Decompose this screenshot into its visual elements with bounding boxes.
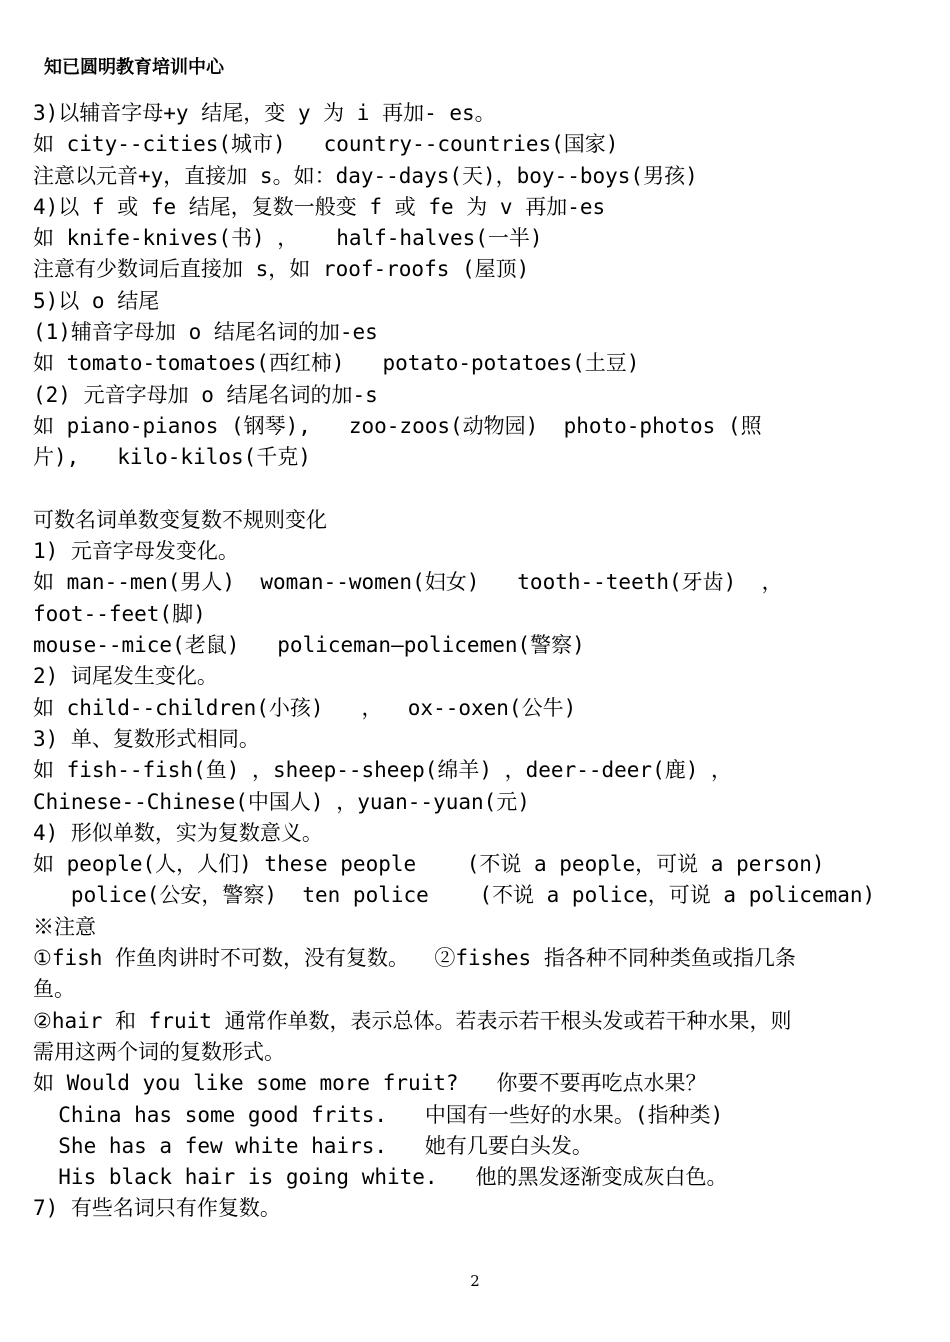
text-line: 注意有少数词后直接加 s，如 roof-roofs (屋顶): [33, 257, 530, 282]
text-line: 如 man--men(男人) woman--women(妇女) tooth--teeth(牙齿) ，: [33, 570, 783, 595]
document-body: [33, 98, 933, 1225]
text-line: ②hair 和 fruit 通常作单数，表示总体。若表示若干根头发或若干种水果，则: [33, 1008, 792, 1033]
text-line: 如 piano-pianos (钢琴), zoo-zoos(动物园) photo-photos (照: [33, 413, 762, 438]
page-header: 知已圆明教育培训中心: [44, 57, 224, 78]
text-line: police(公安，警察) ten police (不说 a police，可说 a policeman): [33, 883, 876, 908]
text-line: 4) 形似单数，实为复数意义。: [33, 820, 323, 845]
text-line: 如 fish--fish(鱼) ，sheep--sheep(绵羊) ，deer--deer(鹿) ，: [33, 758, 733, 783]
text-line: 2) 词尾发生变化。: [33, 664, 218, 689]
text-line: (1)辅音字母加 o 结尾名词的加-es: [33, 320, 378, 345]
text-line: 可数名词单数变复数不规则变化: [33, 507, 327, 532]
text-line: She has a few white hairs. 她有几要白头发。: [33, 1133, 593, 1158]
text-line: 3)以辅音字母+y 结尾，变 y 为 i 再加- es。: [33, 101, 496, 125]
text-line: (2) 元音字母加 o 结尾名词的加-s: [33, 382, 378, 407]
text-line: 如 city--cities(城市) country--countries(国家): [33, 132, 619, 157]
text-line: 如 people(人，人们) these people (不说 a people，可说 a person): [33, 852, 825, 877]
text-line: 需用这两个词的复数形式。: [33, 1039, 285, 1064]
text-line: China has some good frits. 中国有一些好的水果。(指种类): [33, 1102, 724, 1127]
text-line: 4)以 f 或 fe 结尾，复数一般变 f 或 fe 为 v 再加-es: [33, 194, 606, 219]
text-line: 3) 单、复数形式相同。: [33, 726, 260, 751]
text-line: 鱼。: [33, 977, 75, 1002]
text-line: ※注意: [33, 914, 96, 939]
text-line: 7) 有些名词只有作复数。: [33, 1196, 281, 1221]
text-line: mouse--mice(老鼠) policeman—policemen(警察): [33, 633, 585, 658]
text-line: 注意以元音+y，直接加 s。如：day--days(天)，boy--boys(男孩): [33, 163, 698, 188]
page-number: 2: [470, 1272, 480, 1290]
text-line: 如 Would you like some more fruit? 你要不要再吃点水果？: [33, 1071, 707, 1096]
text-line: 5)以 o 结尾: [33, 288, 160, 313]
text-line: 1) 元音字母发变化。: [33, 539, 239, 564]
text-line: 片), kilo-kilos(千克): [33, 445, 311, 470]
text-line: ①fish 作鱼肉讲时不可数，没有复数。 ②fishes 指各种不同种类鱼或指几条: [33, 946, 796, 971]
text-line: [33, 474, 933, 505]
text-line: His black hair is going white. 他的黑发逐渐变成灰白色。: [33, 1165, 728, 1190]
text-line: foot--feet(脚): [33, 601, 206, 626]
text-line: 如 tomato-tomatoes(西红柿) potato-potatoes(土豆): [33, 351, 640, 376]
text-line: Chinese--Chinese(中国人) ，yuan--yuan(元): [33, 789, 530, 814]
text-line: 如 knife-knives(书) ， half-halves(一半): [33, 226, 543, 251]
text-line: 如 child--children(小孩) ， ox--oxen(公牛): [33, 695, 577, 720]
